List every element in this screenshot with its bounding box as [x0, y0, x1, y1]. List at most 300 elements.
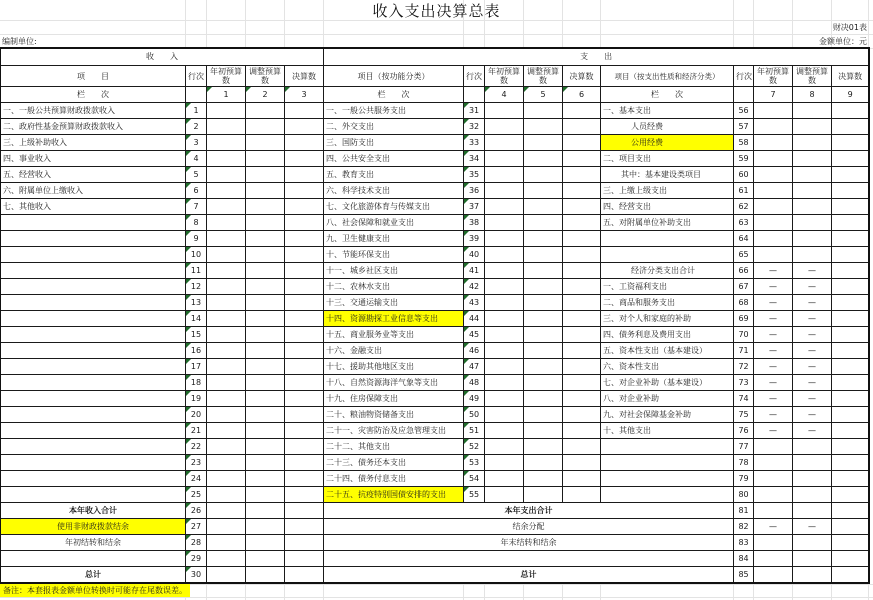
func-value-cell[interactable]	[485, 423, 524, 439]
income-value-cell[interactable]	[207, 183, 246, 199]
income-row-no: 15	[186, 327, 207, 343]
func-item: 二十、粮油物资储备支出	[324, 407, 464, 423]
income-value-cell[interactable]	[246, 551, 285, 567]
econ-value-cell[interactable]	[793, 439, 832, 455]
income-value-cell[interactable]	[285, 199, 324, 215]
income-row-no: 9	[186, 231, 207, 247]
econ-value-cell[interactable]	[754, 103, 793, 119]
income-value-cell[interactable]	[285, 503, 324, 519]
econ-value-cell[interactable]	[793, 151, 832, 167]
func-item: 二十三、债务还本支出	[324, 455, 464, 471]
income-value-cell[interactable]	[207, 439, 246, 455]
func-value-cell[interactable]	[524, 295, 563, 311]
income-value-cell[interactable]	[246, 391, 285, 407]
income-row-no: 28	[186, 535, 207, 551]
econ-value-cell[interactable]	[832, 343, 869, 359]
econ-row-no: 58	[734, 135, 754, 151]
income-value-cell[interactable]	[246, 231, 285, 247]
func-value-cell[interactable]	[524, 135, 563, 151]
income-item	[1, 391, 186, 407]
func-value-cell[interactable]	[524, 455, 563, 471]
income-value-cell[interactable]	[207, 487, 246, 503]
income-item	[1, 487, 186, 503]
func-value-cell[interactable]	[485, 119, 524, 135]
func-value-cell[interactable]	[563, 215, 601, 231]
econ-value-cell[interactable]	[793, 215, 832, 231]
income-value-cell[interactable]	[246, 247, 285, 263]
summary-value-cell[interactable]	[832, 535, 869, 551]
income-value-cell[interactable]	[207, 199, 246, 215]
income-value-cell[interactable]	[285, 295, 324, 311]
func-value-cell[interactable]	[524, 119, 563, 135]
econ-item: 四、债务利息及费用支出	[601, 327, 734, 343]
func-value-cell[interactable]	[524, 471, 563, 487]
income-value-cell[interactable]	[207, 535, 246, 551]
econ-value-cell[interactable]	[754, 183, 793, 199]
income-item	[1, 407, 186, 423]
func-value-cell[interactable]	[563, 311, 601, 327]
func-value-cell[interactable]	[563, 423, 601, 439]
econ-value-cell[interactable]	[832, 215, 869, 231]
func-value-cell[interactable]	[485, 439, 524, 455]
income-value-cell[interactable]	[285, 247, 324, 263]
table-row	[1, 519, 869, 535]
econ-row-no: 80	[734, 487, 754, 503]
func-value-cell[interactable]	[563, 375, 601, 391]
econ-value-cell[interactable]	[793, 135, 832, 151]
econ-value-cell[interactable]	[832, 295, 869, 311]
col-number: 6	[563, 87, 601, 103]
econ-value-cell[interactable]	[754, 215, 793, 231]
summary-value-cell[interactable]	[793, 503, 832, 519]
func-value-cell[interactable]	[563, 487, 601, 503]
econ-value-cell[interactable]	[793, 103, 832, 119]
income-value-cell[interactable]	[246, 327, 285, 343]
func-value-cell[interactable]	[563, 103, 601, 119]
income-value-cell[interactable]	[285, 311, 324, 327]
econ-value-cell[interactable]	[754, 247, 793, 263]
func-value-cell[interactable]	[485, 151, 524, 167]
table-row	[1, 471, 869, 487]
income-value-cell[interactable]	[246, 567, 285, 583]
income-value-cell[interactable]	[246, 103, 285, 119]
econ-value-cell[interactable]	[832, 327, 869, 343]
income-value-cell[interactable]	[285, 215, 324, 231]
func-value-cell[interactable]	[563, 231, 601, 247]
income-item	[1, 295, 186, 311]
func-value-cell[interactable]	[563, 119, 601, 135]
income-row-no: 16	[186, 343, 207, 359]
income-row-no: 5	[186, 167, 207, 183]
income-value-cell[interactable]	[285, 263, 324, 279]
income-value-cell[interactable]	[285, 487, 324, 503]
summary-value-cell[interactable]	[832, 503, 869, 519]
func-value-cell[interactable]	[485, 311, 524, 327]
econ-value-cell[interactable]	[754, 231, 793, 247]
income-value-cell[interactable]	[285, 231, 324, 247]
econ-item: 二、项目支出	[601, 151, 734, 167]
income-value-cell[interactable]	[285, 471, 324, 487]
econ-value-cell[interactable]	[832, 199, 869, 215]
func-value-cell[interactable]	[524, 263, 563, 279]
econ-value-cell[interactable]	[832, 311, 869, 327]
econ-value-cell[interactable]	[832, 439, 869, 455]
func-value-cell[interactable]	[524, 183, 563, 199]
func-item: 九、卫生健康支出	[324, 231, 464, 247]
func-value-cell[interactable]	[563, 343, 601, 359]
econ-value-cell[interactable]	[793, 471, 832, 487]
func-value-cell[interactable]	[485, 375, 524, 391]
func-value-cell[interactable]	[524, 215, 563, 231]
econ-value-cell[interactable]	[754, 119, 793, 135]
income-value-cell[interactable]	[246, 263, 285, 279]
income-value-cell[interactable]	[246, 167, 285, 183]
func-value-cell[interactable]	[563, 471, 601, 487]
empty-cell	[186, 87, 207, 103]
income-value-cell[interactable]	[207, 167, 246, 183]
income-value-cell[interactable]	[207, 135, 246, 151]
func-value-cell[interactable]	[524, 327, 563, 343]
func-value-cell[interactable]	[524, 391, 563, 407]
income-value-cell[interactable]	[285, 423, 324, 439]
econ-adjusted-budget-header: 调整预算数	[793, 66, 832, 87]
econ-value-cell[interactable]	[832, 135, 869, 151]
func-value-cell[interactable]	[524, 279, 563, 295]
func-value-cell[interactable]	[485, 327, 524, 343]
gridline	[0, 597, 873, 598]
func-value-cell[interactable]	[485, 263, 524, 279]
income-value-cell[interactable]	[285, 103, 324, 119]
func-value-cell[interactable]	[524, 247, 563, 263]
income-value-cell[interactable]	[207, 231, 246, 247]
econ-value-cell[interactable]	[832, 263, 869, 279]
func-value-cell[interactable]	[524, 407, 563, 423]
econ-value-cell[interactable]	[793, 231, 832, 247]
econ-item: 三、对个人和家庭的补助	[601, 311, 734, 327]
table-row	[1, 359, 869, 375]
summary-value-cell[interactable]	[832, 551, 869, 567]
income-value-cell[interactable]	[285, 135, 324, 151]
func-value-cell[interactable]	[563, 439, 601, 455]
econ-item: 一、工资福利支出	[601, 279, 734, 295]
summary-value-cell[interactable]	[832, 567, 869, 583]
econ-item	[601, 247, 734, 263]
func-value-cell[interactable]	[485, 183, 524, 199]
income-value-cell[interactable]	[285, 455, 324, 471]
income-value-cell[interactable]	[246, 135, 285, 151]
func-item: 十六、金融支出	[324, 343, 464, 359]
income-value-cell[interactable]	[207, 295, 246, 311]
econ-value-cell[interactable]	[793, 167, 832, 183]
func-item: 八、社会保障和就业支出	[324, 215, 464, 231]
income-value-cell[interactable]	[285, 359, 324, 375]
income-item: 六、附属单位上缴收入	[1, 183, 186, 199]
income-value-cell[interactable]	[207, 119, 246, 135]
func-value-cell[interactable]	[524, 375, 563, 391]
func-value-cell[interactable]	[524, 103, 563, 119]
econ-value-cell[interactable]	[832, 407, 869, 423]
func-value-cell[interactable]	[485, 487, 524, 503]
func-value-cell[interactable]	[485, 295, 524, 311]
income-value-cell[interactable]	[207, 503, 246, 519]
econ-value-cell[interactable]	[793, 487, 832, 503]
econ-row-no: 60	[734, 167, 754, 183]
econ-value-cell[interactable]	[832, 391, 869, 407]
income-value-cell[interactable]	[207, 519, 246, 535]
income-value-cell[interactable]	[246, 311, 285, 327]
econ-value-cell[interactable]	[832, 279, 869, 295]
income-value-cell[interactable]	[285, 183, 324, 199]
income-value-cell[interactable]	[285, 391, 324, 407]
expense-summary-row-no: 83	[734, 535, 754, 551]
func-value-cell[interactable]	[524, 359, 563, 375]
func-value-cell[interactable]	[485, 135, 524, 151]
econ-value-cell[interactable]	[832, 359, 869, 375]
econ-item	[601, 471, 734, 487]
income-value-cell[interactable]	[246, 343, 285, 359]
func-value-cell[interactable]	[563, 407, 601, 423]
econ-value-cell[interactable]	[793, 199, 832, 215]
econ-value-cell[interactable]	[832, 119, 869, 135]
econ-value-cell[interactable]	[832, 423, 869, 439]
income-value-cell[interactable]	[207, 471, 246, 487]
func-value-cell[interactable]	[485, 199, 524, 215]
income-value-cell[interactable]	[246, 439, 285, 455]
econ-value-cell[interactable]	[832, 167, 869, 183]
income-value-cell[interactable]	[246, 183, 285, 199]
econ-value-cell: —	[793, 295, 832, 311]
func-value-cell[interactable]	[485, 391, 524, 407]
income-value-cell[interactable]	[285, 343, 324, 359]
income-value-cell[interactable]	[285, 439, 324, 455]
income-item: 总计	[1, 567, 186, 583]
income-value-cell[interactable]	[207, 151, 246, 167]
summary-value-cell[interactable]	[754, 551, 793, 567]
income-row-no: 25	[186, 487, 207, 503]
income-value-cell[interactable]	[285, 535, 324, 551]
table-row	[1, 119, 869, 135]
econ-value-cell[interactable]	[754, 151, 793, 167]
summary-value-cell[interactable]	[793, 551, 832, 567]
func-row-no: 51	[464, 423, 485, 439]
func-value-cell[interactable]	[563, 279, 601, 295]
income-col-label: 栏 次	[1, 87, 186, 103]
income-value-cell[interactable]	[207, 455, 246, 471]
econ-value-cell[interactable]	[793, 247, 832, 263]
summary-value-cell[interactable]	[832, 519, 869, 535]
econ-value-cell[interactable]	[754, 487, 793, 503]
func-value-cell[interactable]	[563, 183, 601, 199]
econ-item: 经济分类支出合计	[601, 263, 734, 279]
income-value-cell[interactable]	[285, 279, 324, 295]
func-value-cell[interactable]	[485, 471, 524, 487]
func-value-cell[interactable]	[485, 167, 524, 183]
func-value-cell[interactable]	[524, 439, 563, 455]
func-value-cell[interactable]	[524, 311, 563, 327]
income-value-cell[interactable]	[207, 103, 246, 119]
func-value-cell[interactable]	[485, 247, 524, 263]
func-value-cell[interactable]	[563, 391, 601, 407]
summary-value-cell[interactable]	[754, 503, 793, 519]
income-value-cell[interactable]	[246, 279, 285, 295]
econ-value-cell[interactable]	[832, 487, 869, 503]
func-item: 一、一般公共服务支出	[324, 103, 464, 119]
income-value-cell[interactable]	[207, 343, 246, 359]
func-item: 十一、城乡社区支出	[324, 263, 464, 279]
econ-value-cell: —	[754, 391, 793, 407]
econ-item: 三、上缴上级支出	[601, 183, 734, 199]
func-value-cell[interactable]	[485, 407, 524, 423]
func-value-cell[interactable]	[524, 151, 563, 167]
income-value-cell[interactable]	[207, 327, 246, 343]
econ-value-cell[interactable]	[832, 231, 869, 247]
income-value-cell[interactable]	[246, 503, 285, 519]
econ-value-cell[interactable]	[754, 135, 793, 151]
econ-value-cell[interactable]	[832, 183, 869, 199]
econ-value-cell[interactable]	[793, 119, 832, 135]
income-value-cell[interactable]	[285, 567, 324, 583]
income-value-cell[interactable]	[246, 407, 285, 423]
econ-value-cell[interactable]	[754, 439, 793, 455]
income-value-cell[interactable]	[285, 151, 324, 167]
income-value-cell[interactable]	[285, 119, 324, 135]
econ-value-cell[interactable]	[754, 167, 793, 183]
income-value-cell[interactable]	[246, 199, 285, 215]
func-value-cell[interactable]	[485, 343, 524, 359]
income-value-cell[interactable]	[207, 263, 246, 279]
income-value-cell[interactable]	[207, 375, 246, 391]
table-row	[1, 535, 869, 551]
summary-value-cell[interactable]	[754, 535, 793, 551]
econ-row-no: 74	[734, 391, 754, 407]
income-value-cell[interactable]	[285, 519, 324, 535]
income-value-cell[interactable]	[285, 407, 324, 423]
summary-value-cell[interactable]	[754, 567, 793, 583]
income-value-cell[interactable]	[285, 327, 324, 343]
func-value-cell[interactable]	[524, 167, 563, 183]
func-row-no: 40	[464, 247, 485, 263]
income-value-cell[interactable]	[207, 247, 246, 263]
income-value-cell[interactable]	[207, 311, 246, 327]
func-value-cell[interactable]	[563, 167, 601, 183]
func-row-no: 37	[464, 199, 485, 215]
income-value-cell[interactable]	[207, 407, 246, 423]
income-value-cell[interactable]	[207, 215, 246, 231]
func-row-no: 45	[464, 327, 485, 343]
income-value-cell[interactable]	[207, 423, 246, 439]
econ-row-no: 63	[734, 215, 754, 231]
econ-row-no: 59	[734, 151, 754, 167]
income-value-cell[interactable]	[285, 551, 324, 567]
econ-value-cell[interactable]	[793, 183, 832, 199]
func-value-cell[interactable]	[524, 231, 563, 247]
income-value-cell[interactable]	[246, 215, 285, 231]
income-value-cell[interactable]	[246, 119, 285, 135]
econ-value-cell[interactable]	[754, 455, 793, 471]
func-value-cell[interactable]	[563, 151, 601, 167]
func-value-cell[interactable]	[524, 487, 563, 503]
econ-row-no: 77	[734, 439, 754, 455]
expense-summary-row-no: 84	[734, 551, 754, 567]
func-value-cell[interactable]	[563, 199, 601, 215]
func-value-cell[interactable]	[563, 359, 601, 375]
income-value-cell[interactable]	[246, 295, 285, 311]
summary-value-cell[interactable]	[793, 567, 832, 583]
econ-value-cell[interactable]	[754, 471, 793, 487]
func-value-cell[interactable]	[485, 359, 524, 375]
econ-item: 五、对附属单位补助支出	[601, 215, 734, 231]
func-value-cell[interactable]	[524, 199, 563, 215]
func-value-cell[interactable]	[563, 247, 601, 263]
func-value-cell[interactable]	[485, 103, 524, 119]
income-value-cell[interactable]	[246, 519, 285, 535]
econ-value-cell[interactable]	[832, 103, 869, 119]
econ-value-cell: —	[754, 263, 793, 279]
func-value-cell[interactable]	[485, 455, 524, 471]
func-value-cell[interactable]	[485, 231, 524, 247]
income-row-no: 19	[186, 391, 207, 407]
func-value-cell[interactable]	[524, 423, 563, 439]
income-value-cell[interactable]	[207, 279, 246, 295]
table-row	[1, 487, 869, 503]
income-value-cell[interactable]	[246, 423, 285, 439]
table-row	[1, 423, 869, 439]
income-initial-budget-header: 年初预算数	[207, 66, 246, 87]
func-value-cell[interactable]	[485, 279, 524, 295]
income-value-cell[interactable]	[246, 359, 285, 375]
expense-summary-item: 结余分配	[324, 519, 734, 535]
econ-value-cell[interactable]	[832, 471, 869, 487]
econ-value-cell[interactable]	[754, 199, 793, 215]
func-value-cell[interactable]	[563, 263, 601, 279]
income-row-no: 20	[186, 407, 207, 423]
func-value-cell[interactable]	[524, 343, 563, 359]
income-value-cell[interactable]	[246, 487, 285, 503]
econ-row-no: 76	[734, 423, 754, 439]
econ-value-cell[interactable]	[793, 455, 832, 471]
income-row-no: 11	[186, 263, 207, 279]
income-row-no: 24	[186, 471, 207, 487]
income-row-no: 1	[186, 103, 207, 119]
econ-row-no: 70	[734, 327, 754, 343]
econ-value-cell[interactable]	[832, 455, 869, 471]
func-value-cell[interactable]	[563, 295, 601, 311]
income-value-cell[interactable]	[246, 151, 285, 167]
func-value-cell[interactable]	[563, 135, 601, 151]
income-value-cell[interactable]	[207, 551, 246, 567]
func-value-cell[interactable]	[563, 455, 601, 471]
func-value-cell[interactable]	[563, 327, 601, 343]
income-value-cell[interactable]	[246, 535, 285, 551]
econ-value-cell[interactable]	[832, 151, 869, 167]
econ-value-cell[interactable]	[832, 247, 869, 263]
econ-value-cell: —	[754, 343, 793, 359]
income-value-cell[interactable]	[207, 391, 246, 407]
func-value-cell[interactable]	[485, 215, 524, 231]
income-value-cell[interactable]	[285, 167, 324, 183]
income-item	[1, 247, 186, 263]
income-value-cell[interactable]	[246, 471, 285, 487]
econ-value-cell[interactable]	[832, 375, 869, 391]
income-value-cell[interactable]	[285, 375, 324, 391]
func-row-no: 54	[464, 471, 485, 487]
income-value-cell[interactable]	[246, 375, 285, 391]
income-value-cell[interactable]	[207, 359, 246, 375]
income-value-cell[interactable]	[246, 455, 285, 471]
table-row	[1, 279, 869, 295]
income-value-cell[interactable]	[207, 567, 246, 583]
summary-value-cell[interactable]	[793, 535, 832, 551]
